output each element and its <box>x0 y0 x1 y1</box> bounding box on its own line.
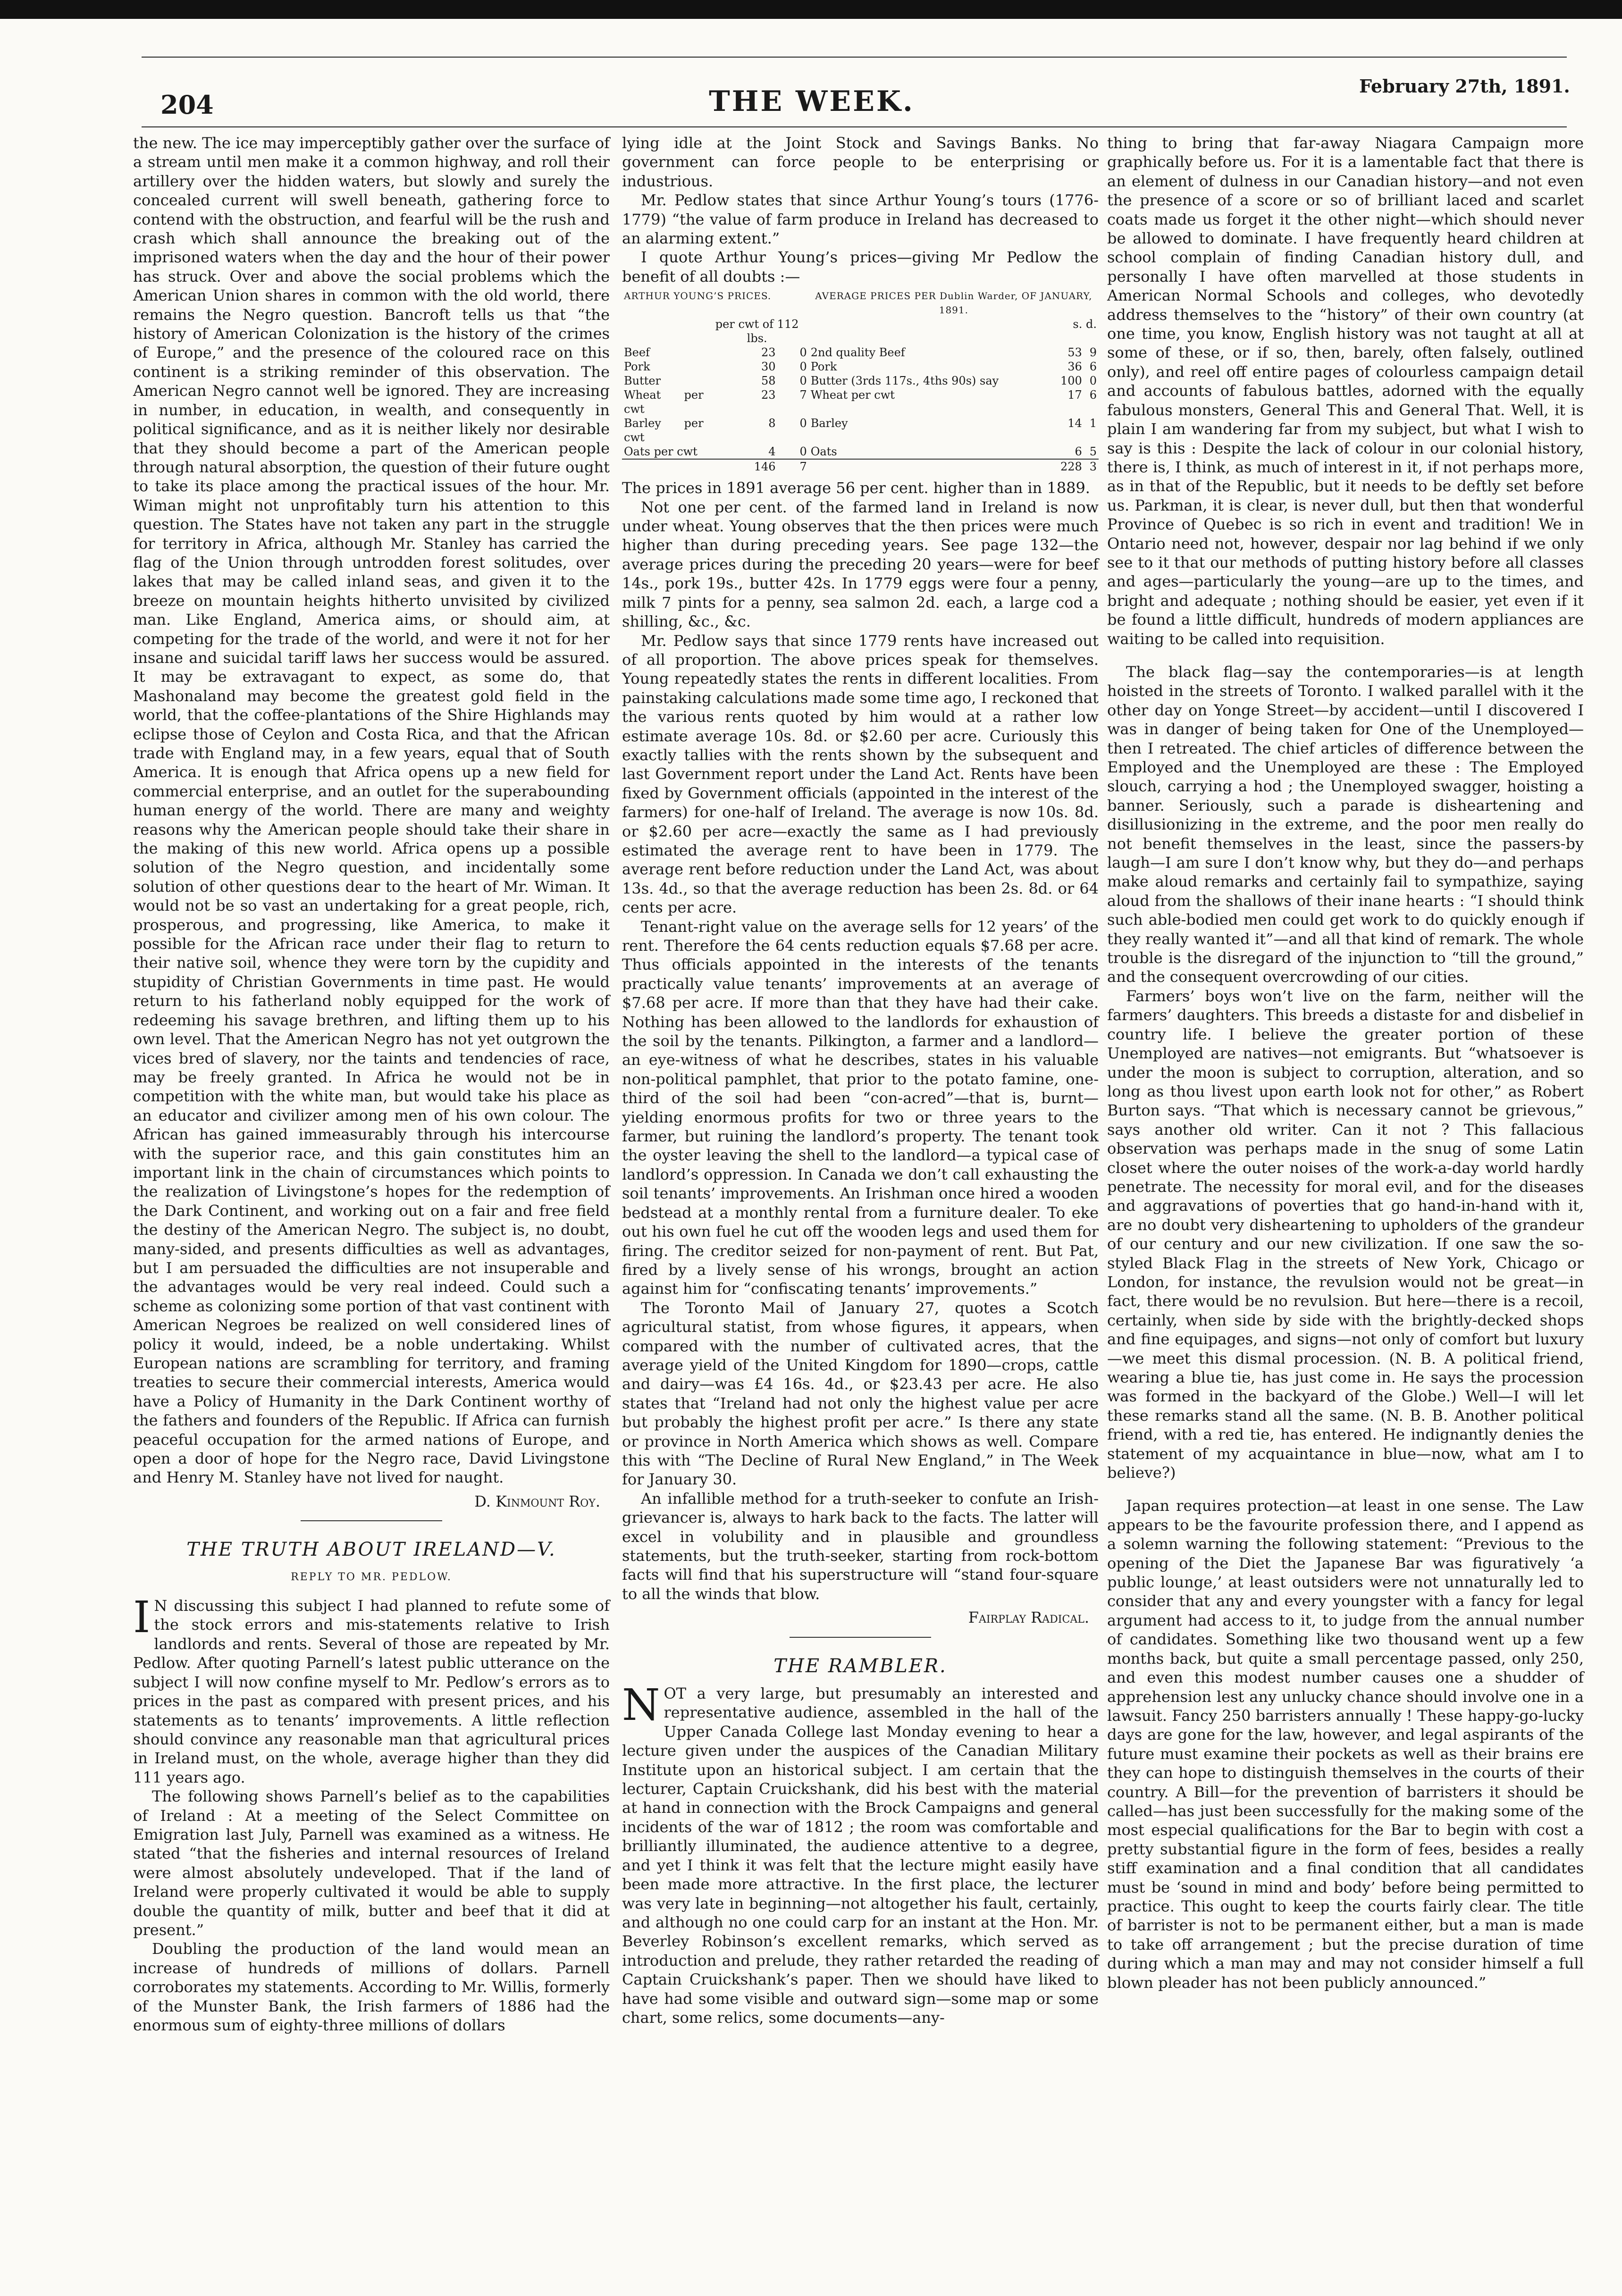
article-paragraph: The Toronto Mail of January 27, quotes a Scotch agricultural statist, from whose figures, it appears, when compared with the number of cultivated acres, that the average yield of the United Kingdom for 1890—crops, cattle and dairy—was £4 16s. 4d., or $23.43 per acre. He also states that “Ireland had not only the highest value per acre but probably the highest profit per acre.” Is there any state or province in North America which shows as well. Compare this with “The Decline of Rural New England,” in The Week for January 30. <box>622 1299 1099 1489</box>
drop-cap: I <box>133 1592 151 1643</box>
column-3 <box>1107 134 1584 1992</box>
article-paragraph: NOT a very large, but presumably an interested and representative audience, assembled in the hall of the Upper Canada College last Monday evening to hear a lecture given under the auspices of the Canadian Military Institute upon an historical subject. I am certain that the lecturer, Captain Cruickshank, did his best with the material at hand in connection with the Brock Campaigns and general incidents of the war of 1812 ; the room was comfortable and brilliantly illuminated, the audience attentive to a degree, and yet I think it was felt that the lecture might easily have been made more attractive. In the first place, the lecturer was very late in beginning—not altogether his fault, certainly, and although no one could carp for an instant at the Hon. Mr. Beverley Robinson’s excellent remarks, which served as introduction and prelude, they rather retarded the reading of Captain Cruickshank’s paper. Then we should have liked to have had some visible and outward sign—some map or some chart, some relics, some documents—any- <box>622 1680 1099 2027</box>
article-paragraph: I N discussing this subject I had planned to refute some of the stock errors and mis-statements relative to Irish landlords and rents. Several of those are repeated by Mr. Pedlow. After quoting Parnell’s latest public utterance on the subject I will now confine myself to Mr. Pedlow’s errors as to prices in the past as compared with present prices, and his statements as to tenants’ improvements. A little reflection should convince any reasonable man that agricultural prices in Ireland must, on the whole, average higher than they did 111 years ago. <box>133 1592 610 1786</box>
article-paragraph: The prices in 1891 average 56 per cent. higher than in 1889. <box>622 479 1090 497</box>
section-divider <box>790 1637 931 1638</box>
issue-date: February 27th, 1891. <box>1359 75 1570 97</box>
article-paragraph: Mr. Pedlow states that since Arthur Young’s tours (1776-1779) “the value of farm produce in Ireland has decreased to an alarming extent.” <box>622 191 1099 248</box>
article-paragraph: Mr. Pedlow says that since 1779 rents have increased out of all proportion. The above prices speak for themselves. Young repeatedly states the rents in different localities. From painstaking calculations made some time ago, I reckoned that the various rents quoted by him would at a rather low estimate average 10s. 8d. or $2.60 per acre. Curiously this exactly tallies with the rents shown by the subsequent and last Government report under the Land Act. Rents have been fixed by Government officials (appointed in the interest of the farmers) for one-half of Ireland. The average is now 10s. 8d. or $2.60 per acre—exactly the same as I had previously estimated the average rent to have been in 1779. The average rent before reduction under the Land Act, was about 13s. 4d., so that the average reduction has been 2s. 8d. or 64 cents per acre. <box>622 631 1099 917</box>
page-number: 204 <box>160 90 214 120</box>
section-divider <box>301 1520 442 1521</box>
table-row: Barley per cwt 8 0 Barley 14 1 <box>624 417 1097 444</box>
signature: Fairplay Radical. <box>968 1609 1089 1627</box>
article-paragraph: An infallible method for a truth-seeker to confute an Irish-grievancer is, always to hark back to the facts. The latter will excel in volubility and in plausible and groundless statements, but the truth-seeker, starting from rock-bottom facts will find that his superstructure will “stand four-square to all the winds that blow. <box>622 1489 1099 1603</box>
table-total-row: 146 7 228 3 <box>622 459 1099 474</box>
article-paragraph: Japan requires protection—at least in one sense. The Law appears to be the favourite profession there, and I append as a solemn warning the following statement: “Previous to the opening of the Diet the Japanese Bar was figuratively ‘a public lounge,’ at least outsiders were not unnaturally led to consider that any and every youngster with a fancy for legal argument had access to it, to judge from the annual number of candidates. Something like two thousand went up a few months back, but quite a small percentage passed, only 250, and even this modest number causes one a shudder of apprehension lest any unlucky chance should involve one in a lawsuit. Fancy 250 barristers annually ! These happy-go-lucky days are gone for the law, however, and legal aspirants of the future must examine their pockets as well as their brains ere they can hope to distinguish themselves in the courts of their country. A Bill—for the prevention of barristers it should be called—has just been successfully for the making some of the most especial qualifications for the Bar to begin with cost a pretty substantial figure in the form of fees, besides a really stiff examination and a final condition that all candidates must be ‘sound in mind and body’ before being permitted to practice. This ought to keep the courts fairly clear. The title of barrister is not to be permanent either, but a man is made to take off arrangement ; but the precise duration of time during which a man may and may not consider himself a full blown pleader has not been publicly announced.” <box>1107 1497 1584 1992</box>
scan-top-band <box>0 0 1622 19</box>
article-paragraph: The black flag—say the contemporaries—is at length hoisted in the streets of Toronto. I walked parallel with it the other day on Yonge Street—by accident—until I discovered I was in danger of being taken for One of the Unemployed—then I retreated. The chief articles of difference between the Employed and the Unemployed are these : The Employed slouch, carrying a hod ; the Unemployed swagger, hoisting a banner. Seriously, such a parade is disheartening and disillusionizing in the extreme, and the poor men really do not benefit themselves in the least, since the passers-by laugh—I am sure I don’t know why, but they do—and perhaps make aloud remarks and certainly fail to sympathize, saying aloud from the shallows of their inane hearts : “I should think such able-bodied men could get work to do quickly enough if they really wanted it”—and all that kind of remark. The whole trouble is the disregard of the injunction to “till the ground,” and the consequent overcrowding of our cities. <box>1107 662 1584 986</box>
article-paragraph: the new. The ice may imperceptibly gather over the surface of a stream until men make it a common highway, and roll their artillery over the hidden waters, but slowly and surely the concealed current will swell beneath, gathering force to contend with the obstruction, and fearful will be the rush and crash which shall announce the breaking out of the imprisoned waters when the day and the hour of their power has struck. Over and above the social problems which the American Union shares in common with the old world, there remains the Negro question. Bancroft tells us that “the history of American Colonization is the history of the crimes of Europe,” and the presence of the coloured race on this continent is a striking reminder of this observation. The American Negro cannot well be ignored. They are increasing in number, in education, in wealth, and consequently in political significance, and as it is neither likely nor desirable that they should become a part of the American people through natural absorption, the question of their future ought to take its place among the practical issues of the hour. Mr. Wiman might not unprofitably turn his attention to this question. The States have not taken any part in the struggle for territory in Africa, although Mr. Stanley has carried the flag of the Union through untrodden forest solitudes, over lakes that may be called inland seas, and given it to the breeze on mountain heights hitherto unvisited by civilized man. Like England, America aims, or should aim, at competing for the trade of the world, and were it not for her insane and suicidal tariff laws her success would be assured. It may be extravagant to expect, as some do, that Mashonaland may become the greatest gold field in the world, that the coffee-plantations of the Shire Highlands may eclipse those of Ceylon and Costa Rica, and that the African trade with England may, in a few years, equal that of South America. It is enough that Africa opens up a new field for commercial enterprise, and an outlet for the superabounding human energy of the world. There are many and weighty reasons why the American people should take their share in the making of this new world. Africa opens up a possible solution of the Negro question, and incidentally some solution of other questions dear to the heart of Mr. Wiman. It would not be so vast an undertaking for a great people, rich, prosperous, and progressing, like America, to make it possible for the African race under their flag to return to their native soil, whence they were torn by the cupidity and stupidity of Christian Governments in time past. He would return to his fatherland nobly equipped for the work of redeeming his savage brethren, and lifting them up to his own level. That the American Negro has not yet outgrown the vices bred of slavery, nor the taints and tendencies of race, may be freely granted. In Africa he would not be in competition with the white man, but would take his place as an educator and civilizer among men of his own colour. The African has gained immeasurably through his intercourse with the superior race, and this gain constitutes him an important link in the chain of circumstances which points to the realization of Livingstone’s hopes for the redemption of the Dark Continent, and working out on a fair and free field the destiny of the American Negro. The subject is, no doubt, many-sided, and presents difficulties as well as advantages, but I am persuaded the difficulties are not insuperable and the advantages would be very real indeed. Could such a scheme as colonizing some portion of that vast continent with American Negroes be realized on well considered lines of policy it would, indeed, be a noble undertaking. Whilst European nations are scrambling for territory, and framing treaties to secure their commercial interests, America would have a Policy of Humanity in the Dark Continent worthy of the fathers and founders of the Republic. If Africa can furnish peaceful occupation for the armed nations of Europe, and open a door of hope for the Negro race, David Livingstone and Henry M. Stanley have not lived for naught. <box>133 134 610 1487</box>
table-row: Pork 30 0 Pork 36 6 <box>624 360 1097 374</box>
column-2 <box>622 134 1099 2027</box>
table-head-right: AVERAGE PRICES PER Dublin Warder, OF JANUARY, 1891. <box>815 290 1093 316</box>
table-unit-head: per cwt of 112 lbs. <box>715 318 799 345</box>
masthead-rule <box>142 126 1567 127</box>
price-table <box>622 289 1099 474</box>
article-paragraph: thing to bring that far-away Niagara Campaign more graphically before us. For it is a lamentable fact that there is an element of dulness in our Canadian history—and not even the presence of a score or so of brilliant laced and scarlet coats made us forget it the other night—which should never be allowed to dominate. I have frequently heard children at school complain of finding Canadian history dull, and personally I have often marvelled at those students in American Normal Schools and colleges, who devotedly address themselves to the “history” of their own country (at one time, you know, English history was not taught at all at some of these, or if so, then, barely, often falsely, outlined only), and reel off entire pages of colourless campaign detail and accounts of fabulous battles, adorned with the equally fabulous monsters, General This and General That. Well, it is plain I am wandering far from my subject, but what I wish to say is this : Despite the lack of colour in our colonial history, there is, I think, as much of interest in it, if not perhaps more, as in that of the Republic, but it needs to be deftly set before us. Parkman, it is clear, is never dull, but then that wonderful Province of Quebec is so rich in event and tradition! We in Ontario need not, however, despair nor lag behind if we only see to it that our methods of putting history before all classes and ages—particularly the young—are up to the times, and bright and adequate ; nothing should be easier, yet even if it be found a little difficult, hundreds of modern appliances are waiting to be called into requisition. <box>1107 134 1584 648</box>
article-paragraph: I quote Arthur Young’s prices—giving Mr Pedlow the benefit of all doubts :— <box>622 248 1099 285</box>
drop-cap: N <box>622 1680 660 1731</box>
header-rule <box>142 57 1567 58</box>
section-title-ireland: THE TRUTH ABOUT IRELAND—V. <box>186 1539 556 1561</box>
table-row: Butter 58 0 Butter (3rds 117s., 4ths 90s) say 100 0 <box>624 374 1097 388</box>
article-paragraph: Tenant-right value on the average sells for 12 years’ of the rent. Therefore the 64 cents reduction equals $7.68 per acre. Thus officials appointed in the interests of the tenants practically value tenants’ improvements at an average of $7.68 per acre. If more than that they have had their cake. Nothing has been allowed to the landlords for exhaustion of the soil by the tenants. Pilkington, a farmer and a landlord—an eye-witness of what he describes, states in his valuable non-political pamphlet, that prior to the potato famine, one-third of the soil had been “con-acred”—that is, burnt—yielding enormous profits for two or three years to the farmer, but ruining the landlord’s property. The tenant took the oyster leaving the shell to the landlord—a typical case of landlord’s oppression. In Canada we don’t call exhausting the soil tenants’ improvements. An Irishman once hired a wooden bedstead at a monthly rental from a furniture dealer. To eke out his own fuel he cut off the wooden legs and used them for firing. The creditor seized for non-payment of rent. But Pat, fired by a lively sense of his wrongs, brought an action against him for “confiscating tenants’ improvements.” <box>622 917 1099 1298</box>
table-sd-head: s. d. <box>1073 318 1097 331</box>
article-paragraph: Not one per cent. of the farmed land in Ireland is now under wheat. Young observes that the then prices were much higher than during preceding years. See page 132—the average prices during the preceding 20 years—were for beef 14s., pork 19s., butter 42s. In 1779 eggs were four a penny, milk 7 pints for a penny, sea salmon 2d. each, a large cod a shilling, &c., &c. <box>622 498 1099 631</box>
article-paragraph: Doubling the production of the land would mean an increase of hundreds of millions of dollars. Parnell corroborates my statements. According to Mr. Willis, formerly of the Munster Bank, the Irish farmers of 1886 had the enormous sum of eighty-three millions of dollars <box>133 1940 610 2034</box>
article-paragraph: lying idle at the Joint Stock and Savings Banks. No government can force people to be enterprising or industrious. <box>622 134 1099 190</box>
table-row: Beef 23 0 2nd quality Beef 53 9 <box>624 346 1097 360</box>
section-subtitle: REPLY TO MR. PEDLOW. <box>291 1571 452 1583</box>
section-title-rambler: THE RAMBLER. <box>773 1655 947 1677</box>
table-row: Wheat per cwt 23 7 Wheat per cwt 17 6 <box>624 388 1097 416</box>
table-row: Oats per cwt 4 0 Oats 6 5 <box>624 445 1097 459</box>
masthead: THE WEEK. <box>709 85 915 118</box>
article-paragraph: Farmers’ boys won’t live on the farm, neither will the farmers’ daughters. This breeds a distaste for and disbelief in country life. I believe the greater portion of these Unemployed are natives—not emigrants. But “whatsoever is under the moon is subject to corruption, alteration, and so long as thou livest upon earth look not for other,” as Robert Burton says. “That which is necessary cannot be grievous,” says another old writer. Can it not ? This fallacious observation was perhaps made in the snug of some Latin closet where the outer noises of the work-a-day world hardly penetrate. The necessity for moral evil, and for the diseases and aggravations of poverties that go hand-in-hand with it, are no doubt very disheartening to upholders of the grandeur of our century and our new civilization. If one saw the so-styled Black Flag in the streets of New York, Chicago or London, for instance, the revulsion would not be great—in fact, there would be no revulsion. But here—there is a recoil, certainly, when side by side with the brightly-decked shops and fine equipages, and signs—not only of comfort but luxury—we meet this dismal procession. (N. B. A political friend, wearing a blue tie, has just come in. He says the procession was formed in the backyard of the Globe.) Well—I will let these remarks stand all the same. (N. B. B. Another political friend, with a red tie, has entered. He indignantly denies the statement of my acquaintance in blue—now, what am I to believe?) <box>1107 987 1584 1482</box>
table-head-left: ARTHUR YOUNG’S PRICES. <box>624 290 772 302</box>
column-1 <box>133 134 610 2035</box>
article-paragraph: The following shows Parnell’s belief as to the capabilities of Ireland : At a meeting of the Select Committee on Emigration last July, Parnell was examined as a witness. He stated “that the fisheries and internal resources of Ireland were almost absolutely undeveloped. That if the land of Ireland were properly cultivated it would be able to supply double the quantity of milk, butter and beef that it did at present.” <box>133 1787 610 1939</box>
signature: D. Kinmount Roy. <box>474 1492 600 1510</box>
